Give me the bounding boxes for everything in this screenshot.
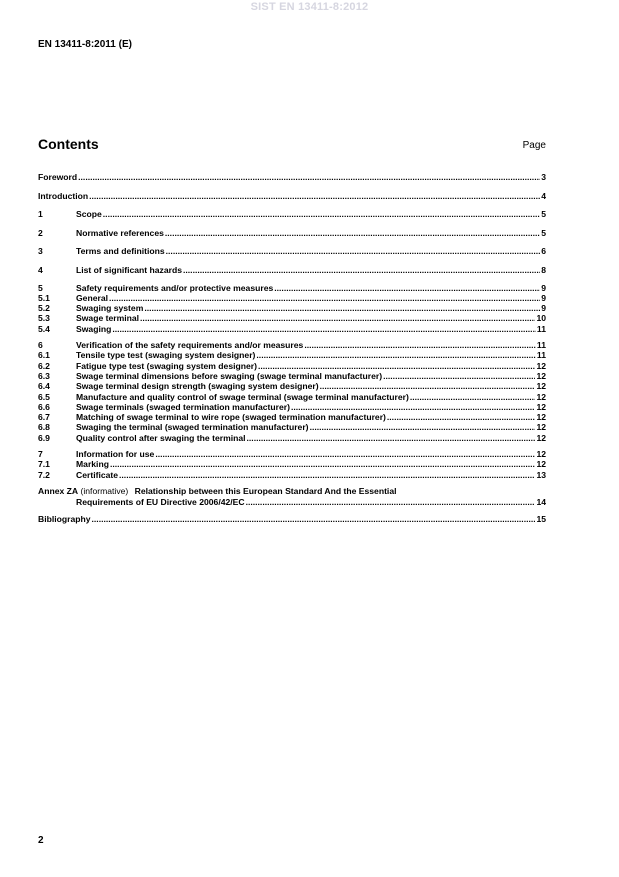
toc-entry-title: Scope: [76, 209, 102, 220]
annex-za-label: Annex ZA: [38, 485, 79, 496]
toc-entry-annex-za[interactable]: [38, 486, 546, 507]
toc-dot-leader: [165, 227, 540, 240]
toc-dot-leader: [119, 470, 535, 480]
toc-entry-number: 7: [38, 449, 43, 460]
toc-entry-title: Information for use: [76, 449, 155, 460]
toc-entry-7-2[interactable]: [38, 470, 546, 480]
toc-entry-title: Tensile type test (swaging system designer): [76, 350, 256, 361]
toc-entry-6-9[interactable]: [38, 433, 546, 443]
toc-entry-title: Introduction: [38, 190, 89, 201]
toc-entry-5-3[interactable]: [38, 313, 546, 323]
toc-entry-page: 12: [536, 370, 546, 381]
annex-za-type: (informative): [80, 485, 129, 496]
toc-entry-number: 6.8: [38, 422, 50, 433]
toc-entry-6-1[interactable]: [38, 350, 546, 360]
toc-dot-leader: [89, 190, 540, 203]
toc-dot-leader: [144, 303, 540, 313]
toc-entry-6-4[interactable]: [38, 381, 546, 391]
toc-entry-3[interactable]: [38, 245, 546, 258]
toc-dot-leader: [112, 324, 536, 334]
toc-dot-leader: [291, 402, 535, 412]
toc-dot-leader: [320, 381, 536, 391]
annex-za-title-line2: Requirements of EU Directive 2006/42/EC: [76, 496, 245, 507]
toc-entry-title: Safety requirements and/or protective measures: [76, 282, 274, 293]
toc-entry-4[interactable]: [38, 264, 546, 277]
toc-entry-title: Swaging the terminal (swaged termination manufacturer): [76, 422, 309, 433]
toc-entry-page: 14: [536, 496, 546, 507]
toc-entry-5[interactable]: [38, 283, 546, 293]
toc-entry-page: 12: [536, 391, 546, 402]
toc-entry-page: 8: [541, 264, 546, 275]
toc-entry-title: Fatigue type test (swaging system designer): [76, 360, 257, 371]
toc-entry-6-8[interactable]: [38, 422, 546, 432]
toc-entry-number: 5.4: [38, 323, 50, 334]
toc-dot-leader: [387, 412, 536, 422]
toc-entry-title: Matching of swage terminal to wire rope (swaged termination manufacturer): [76, 412, 386, 423]
toc-entry-6-5[interactable]: [38, 392, 546, 402]
toc-entry-title: List of significant hazards: [76, 264, 183, 275]
contents-heading: Contents: [38, 136, 99, 152]
watermark: SIST EN 13411-8:2012: [250, 1, 369, 13]
toc-entry-title: Foreword: [38, 172, 78, 182]
toc-entry-number: 1: [38, 209, 43, 220]
toc-entry-number: 6.7: [38, 412, 50, 423]
toc-entry-page: 13: [536, 469, 546, 480]
toc-entry-page: 12: [536, 449, 546, 460]
document-identifier: EN 13411-8:2011 (E): [38, 39, 132, 50]
toc-entry-page: 11: [536, 340, 546, 351]
table-of-contents: [38, 171, 546, 526]
toc-entry-page: 11: [536, 350, 546, 361]
toc-entry-number: 6.5: [38, 391, 50, 402]
toc-entry-title: Manufacture and quality control of swage terminal (swage terminal manufacturer): [76, 391, 409, 402]
toc-entry-page: 9: [541, 282, 546, 293]
toc-entry-page: 9: [541, 303, 546, 314]
toc-dot-leader: [92, 513, 536, 526]
toc-entry-number: 4: [38, 264, 43, 275]
toc-entry-number: 6: [38, 340, 43, 351]
toc-entry-title: Swage terminal dimensions before swaging (swage terminal manufacturer): [76, 370, 383, 381]
toc-entry-5-4[interactable]: [38, 324, 546, 334]
toc-dot-leader: [256, 350, 535, 360]
toc-dot-leader: [304, 340, 536, 350]
page-column-label: Page: [522, 140, 546, 151]
toc-entry-page: 12: [536, 422, 546, 433]
toc-entry-number: 2: [38, 227, 43, 238]
toc-entry-title: Swage terminal: [76, 313, 140, 324]
toc-entry-page: 9: [541, 292, 546, 303]
toc-dot-leader: [247, 433, 536, 443]
toc-entry-title: Swage terminal design strength (swaging system designer): [76, 381, 319, 392]
toc-entry-number: 5: [38, 282, 43, 293]
toc-entry-page: 15: [536, 514, 546, 525]
toc-entry-number: 6.3: [38, 370, 50, 381]
toc-entry-1[interactable]: [38, 208, 546, 221]
toc-entry-6[interactable]: [38, 340, 546, 350]
toc-dot-leader: [274, 283, 540, 293]
toc-dot-leader: [166, 245, 541, 258]
toc-entry-page: 10: [536, 313, 546, 324]
toc-entry-number: 5.2: [38, 303, 50, 314]
toc-entry-title: Terms and definitions: [76, 246, 165, 257]
toc-entry-title: Marking: [76, 459, 109, 470]
toc-entry-title: Quality control after swaging the terminal: [76, 432, 246, 443]
toc-dot-leader: [410, 392, 536, 402]
toc-dot-leader: [383, 371, 535, 381]
toc-entry-page: 6: [541, 246, 546, 257]
toc-dot-leader: [110, 459, 535, 469]
annex-za-title-line1: Relationship between this European Standard And the Essential: [134, 485, 397, 496]
toc-entry-title: Verification of the safety requirements and/or measures: [76, 340, 304, 351]
toc-entry-number: 6.2: [38, 360, 50, 371]
toc-entry-6-3[interactable]: [38, 371, 546, 381]
annex-za-heading: [38, 486, 546, 497]
toc-entry-page: 12: [536, 412, 546, 423]
toc-entry-page: 4: [541, 190, 546, 201]
toc-entry-number: 7.2: [38, 469, 50, 480]
toc-entry-page: 5: [541, 209, 546, 220]
toc-entry-number: 5.3: [38, 313, 50, 324]
toc-dot-leader: [258, 361, 535, 371]
toc-entry-5-1[interactable]: [38, 293, 546, 303]
toc-entry-number: 6.1: [38, 350, 50, 361]
toc-entry-page: 3: [541, 172, 546, 182]
toc-entry-title: Certificate: [76, 469, 119, 480]
toc-entry-page: 11: [536, 323, 546, 334]
toc-dot-leader: [109, 293, 540, 303]
toc-entry-number: 7.1: [38, 459, 50, 470]
toc-entry-7-1[interactable]: [38, 459, 546, 469]
toc-entry-title: Swage terminals (swaged termination manufacturer): [76, 401, 290, 412]
toc-entry-6-2[interactable]: [38, 361, 546, 371]
toc-dot-leader: [310, 422, 536, 432]
toc-entry-6-6[interactable]: [38, 402, 546, 412]
toc-dot-leader: [246, 497, 536, 507]
page-number: 2: [38, 835, 44, 846]
toc-entry-5-2[interactable]: [38, 303, 546, 313]
toc-entry-title: Bibliography: [38, 514, 91, 525]
toc-dot-leader: [155, 449, 535, 459]
toc-entry-7[interactable]: [38, 449, 546, 459]
toc-entry-number: 6.6: [38, 401, 50, 412]
annex-za-continuation: [38, 497, 546, 507]
toc-entry-number: 5.1: [38, 292, 50, 303]
toc-dot-leader: [78, 171, 540, 184]
toc-entry-page: 12: [536, 381, 546, 392]
toc-entry-number: 6.4: [38, 381, 50, 392]
toc-entry-introduction[interactable]: [38, 190, 546, 203]
toc-entry-title: Normative references: [76, 227, 164, 238]
toc-entry-title: Swaging: [76, 323, 112, 334]
toc-dot-leader: [103, 208, 540, 221]
toc-entry-2[interactable]: [38, 227, 546, 240]
toc-entry-page: 12: [536, 432, 546, 443]
toc-dot-leader: [140, 313, 535, 323]
toc-entry-number: 3: [38, 246, 43, 257]
toc-entry-6-7[interactable]: [38, 412, 546, 422]
toc-entry-foreword[interactable]: [38, 171, 546, 184]
toc-entry-title: General: [76, 292, 109, 303]
toc-entry-page: 12: [536, 360, 546, 371]
toc-dot-leader: [183, 264, 540, 277]
toc-entry-page: 12: [536, 459, 546, 470]
toc-entry-number: 6.9: [38, 432, 50, 443]
toc-entry-title: Swaging system: [76, 303, 144, 314]
toc-entry-page: 12: [536, 401, 546, 412]
toc-entry-page: 5: [541, 227, 546, 238]
toc-entry-bibliography[interactable]: [38, 513, 546, 526]
